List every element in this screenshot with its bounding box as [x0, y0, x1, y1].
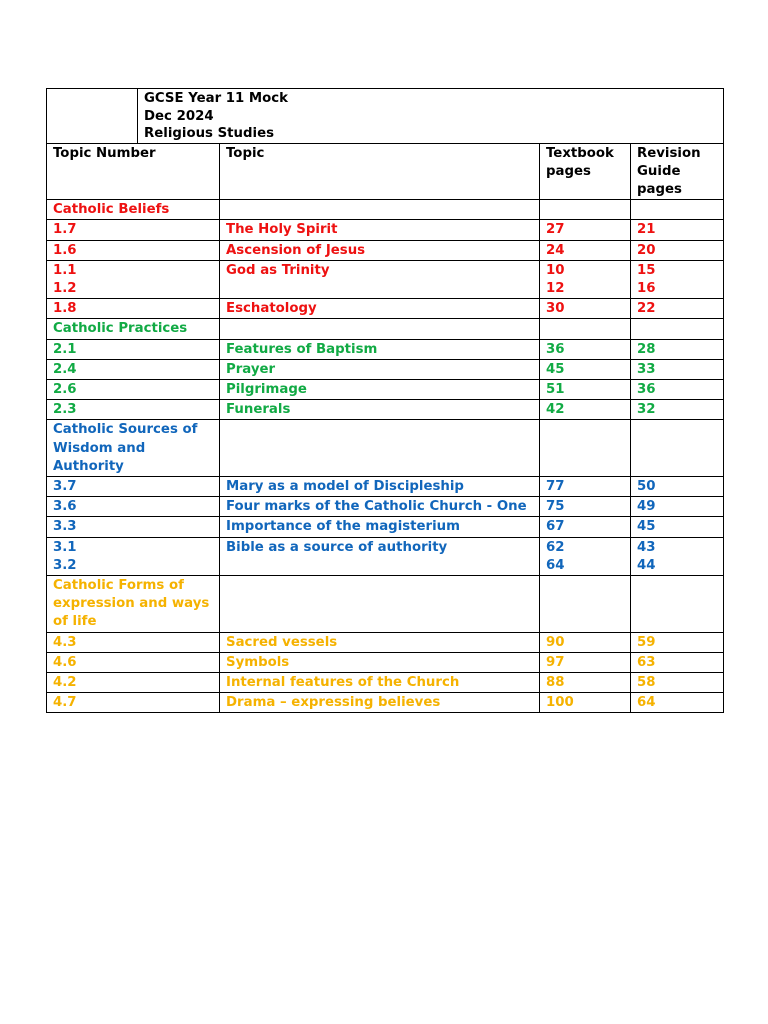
- textbook-pages-cell-line: 45: [546, 361, 565, 377]
- revision-pages-cell-line: 22: [637, 301, 656, 317]
- topic-cell-line: Ascension of Jesus: [226, 242, 366, 258]
- revision-pages-cell: [631, 339, 724, 359]
- section-empty-cell: [540, 319, 631, 339]
- column-header-topic: Topic: [220, 143, 540, 200]
- revision-pages-cell-line: 15: [637, 262, 656, 278]
- column-header-textbook: Textbook pages: [540, 143, 631, 200]
- topic-number-cell: [47, 632, 220, 652]
- table-row: [47, 672, 724, 692]
- topic-cell: [220, 497, 540, 517]
- revision-pages-cell-line: 49: [637, 499, 656, 515]
- column-header-revision: Revision Guide pages: [631, 143, 724, 200]
- topic-cell-line: Prayer: [226, 361, 276, 377]
- textbook-pages-cell-line: 27: [546, 222, 565, 238]
- table-row: [47, 497, 724, 517]
- header-blank-cell: [47, 89, 138, 144]
- revision-pages-cell-line: 43: [637, 539, 656, 555]
- topic-cell-line: Bible as a source of authority: [226, 539, 448, 555]
- revision-pages-cell: [631, 652, 724, 672]
- topic-number-cell-line: 3.3: [53, 519, 77, 535]
- textbook-pages-cell: [540, 260, 631, 298]
- textbook-pages-cell: [540, 672, 631, 692]
- topic-number-cell: [47, 220, 220, 240]
- table-row: [47, 299, 724, 319]
- revision-pages-cell-line: 32: [637, 402, 656, 418]
- section-header-row: [47, 319, 724, 339]
- table-row: [47, 339, 724, 359]
- section-header-row: [47, 200, 724, 220]
- topic-number-cell: [47, 379, 220, 399]
- topic-number-cell-line: 3.7: [53, 478, 77, 494]
- textbook-pages-cell: [540, 537, 631, 575]
- section-empty-cell: [631, 575, 724, 632]
- revision-pages-cell: [631, 379, 724, 399]
- textbook-pages-cell-line: 77: [546, 478, 565, 494]
- section-empty-cell: [540, 200, 631, 220]
- section-title: Catholic Sources of Wisdom and Authority: [47, 420, 220, 477]
- textbook-pages-cell: [540, 632, 631, 652]
- topic-cell: [220, 672, 540, 692]
- section-empty-cell: [220, 200, 540, 220]
- topic-cell-line: Drama – expressing believes: [226, 695, 441, 711]
- topic-number-cell-line: 3.1: [53, 539, 77, 555]
- topic-cell: [220, 693, 540, 713]
- header-title-line: GCSE Year 11 Mock: [144, 91, 289, 106]
- textbook-pages-cell: [540, 339, 631, 359]
- topic-number-cell-line: 1.6: [53, 242, 77, 258]
- textbook-pages-cell-line: 64: [546, 557, 565, 573]
- topic-number-cell-line: 1.1: [53, 262, 77, 278]
- textbook-pages-cell: [540, 220, 631, 240]
- topic-cell-line: Eschatology: [226, 301, 317, 317]
- header-subject-line: Religious Studies: [144, 126, 275, 141]
- topic-cell: [220, 240, 540, 260]
- topic-number-cell: [47, 537, 220, 575]
- section-title: Catholic Forms of expression and ways of life: [47, 575, 220, 632]
- topic-number-cell-line: 2.1: [53, 341, 77, 357]
- topic-cell-line: Funerals: [226, 402, 291, 418]
- table-row: [47, 537, 724, 575]
- section-empty-cell: [540, 420, 631, 477]
- header-title-cell: [138, 89, 724, 144]
- topic-cell-line: Importance of the magisterium: [226, 519, 460, 535]
- revision-pages-cell-line: 20: [637, 242, 656, 258]
- revision-pages-cell: [631, 672, 724, 692]
- textbook-pages-cell: [540, 517, 631, 537]
- revision-pages-cell-line: 16: [637, 280, 656, 296]
- topic-number-cell: [47, 240, 220, 260]
- topic-cell: [220, 379, 540, 399]
- topic-number-cell-line: 1.2: [53, 280, 77, 296]
- textbook-pages-cell-line: 90: [546, 634, 565, 650]
- table-row: [47, 379, 724, 399]
- textbook-pages-cell: [540, 359, 631, 379]
- header-date-line: Dec 2024: [144, 108, 214, 124]
- topic-number-cell: [47, 299, 220, 319]
- topic-number-cell: [47, 497, 220, 517]
- textbook-pages-cell-line: 42: [546, 402, 565, 418]
- revision-pages-cell: [631, 476, 724, 496]
- textbook-pages-cell-line: 10: [546, 262, 565, 278]
- topic-number-cell: [47, 260, 220, 298]
- topic-number-cell: [47, 672, 220, 692]
- document-page: [46, 88, 723, 713]
- textbook-pages-cell-line: 67: [546, 519, 565, 535]
- revision-pages-cell: [631, 400, 724, 420]
- topic-number-cell-line: 4.7: [53, 695, 77, 711]
- section-empty-cell: [631, 200, 724, 220]
- table-row: [47, 260, 724, 298]
- topic-number-cell: [47, 339, 220, 359]
- table-row: [47, 517, 724, 537]
- section-title: Catholic Practices: [47, 319, 220, 339]
- header-row: [47, 89, 724, 144]
- table-row: [47, 693, 724, 713]
- textbook-pages-cell-line: 75: [546, 499, 565, 515]
- section-empty-cell: [631, 420, 724, 477]
- textbook-pages-cell: [540, 652, 631, 672]
- revision-pages-cell: [631, 260, 724, 298]
- topic-cell: [220, 299, 540, 319]
- revision-pages-cell: [631, 632, 724, 652]
- section-header-row: [47, 575, 724, 632]
- revision-pages-cell: [631, 299, 724, 319]
- textbook-pages-cell: [540, 693, 631, 713]
- topic-number-cell: [47, 359, 220, 379]
- topic-number-cell: [47, 652, 220, 672]
- textbook-pages-cell: [540, 240, 631, 260]
- topic-number-cell-line: 4.3: [53, 634, 77, 650]
- textbook-pages-cell-line: 100: [546, 695, 574, 711]
- topic-cell-line: God as Trinity: [226, 262, 330, 278]
- topic-number-cell-line: 4.6: [53, 654, 77, 670]
- topic-cell-line: Pilgrimage: [226, 381, 307, 397]
- revision-pages-cell: [631, 693, 724, 713]
- topics-table: [46, 143, 724, 714]
- revision-pages-cell: [631, 537, 724, 575]
- topic-cell-line: The Holy Spirit: [226, 222, 338, 238]
- revision-pages-cell-line: 45: [637, 519, 656, 535]
- revision-pages-cell-line: 44: [637, 557, 656, 573]
- textbook-pages-cell-line: 51: [546, 381, 565, 397]
- section-empty-cell: [540, 575, 631, 632]
- section-empty-cell: [631, 319, 724, 339]
- revision-pages-cell-line: 59: [637, 634, 656, 650]
- table-row: [47, 652, 724, 672]
- topic-cell-line: Four marks of the Catholic Church - One: [226, 499, 527, 515]
- table-row: [47, 220, 724, 240]
- topic-cell-line: Internal features of the Church: [226, 674, 460, 690]
- textbook-pages-cell: [540, 497, 631, 517]
- revision-pages-cell-line: 63: [637, 654, 656, 670]
- topic-cell: [220, 260, 540, 298]
- textbook-pages-cell: [540, 400, 631, 420]
- textbook-pages-cell-line: 36: [546, 341, 565, 357]
- topic-number-cell-line: 3.6: [53, 499, 77, 515]
- section-empty-cell: [220, 420, 540, 477]
- topic-cell-line: Symbols: [226, 654, 290, 670]
- topic-cell: [220, 517, 540, 537]
- revision-pages-cell-line: 58: [637, 674, 656, 690]
- topic-cell: [220, 359, 540, 379]
- section-title: Catholic Beliefs: [47, 200, 220, 220]
- topic-number-cell-line: 4.2: [53, 674, 77, 690]
- topic-number-cell-line: 2.6: [53, 381, 77, 397]
- topic-number-cell: [47, 693, 220, 713]
- table-row: [47, 359, 724, 379]
- topic-cell: [220, 476, 540, 496]
- revision-pages-cell-line: 50: [637, 478, 656, 494]
- topic-cell: [220, 400, 540, 420]
- topic-cell: [220, 652, 540, 672]
- revision-pages-cell: [631, 240, 724, 260]
- revision-pages-cell: [631, 220, 724, 240]
- topic-number-cell-line: 2.4: [53, 361, 77, 377]
- textbook-pages-cell-line: 12: [546, 280, 565, 296]
- textbook-pages-cell-line: 97: [546, 654, 565, 670]
- section-empty-cell: [220, 319, 540, 339]
- topic-number-cell-line: 1.7: [53, 222, 77, 238]
- table-row: [47, 240, 724, 260]
- section-empty-cell: [220, 575, 540, 632]
- table-row: [47, 476, 724, 496]
- revision-pages-cell: [631, 517, 724, 537]
- topic-number-cell: [47, 400, 220, 420]
- revision-pages-cell-line: 64: [637, 695, 656, 711]
- textbook-pages-cell: [540, 379, 631, 399]
- topic-number-cell-line: 3.2: [53, 557, 77, 573]
- textbook-pages-cell-line: 30: [546, 301, 565, 317]
- revision-pages-cell: [631, 359, 724, 379]
- section-header-row: [47, 420, 724, 477]
- textbook-pages-cell: [540, 299, 631, 319]
- revision-pages-cell-line: 33: [637, 361, 656, 377]
- textbook-pages-cell-line: 88: [546, 674, 565, 690]
- topic-number-cell-line: 2.3: [53, 402, 77, 418]
- topic-cell-line: Mary as a model of Discipleship: [226, 478, 464, 494]
- topic-cell: [220, 537, 540, 575]
- textbook-pages-cell-line: 24: [546, 242, 565, 258]
- revision-pages-cell: [631, 497, 724, 517]
- textbook-pages-cell-line: 62: [546, 539, 565, 555]
- topic-number-cell: [47, 517, 220, 537]
- revision-pages-cell-line: 36: [637, 381, 656, 397]
- topic-cell-line: Sacred vessels: [226, 634, 338, 650]
- table-row: [47, 400, 724, 420]
- table-row: [47, 632, 724, 652]
- header-table: [46, 88, 724, 144]
- topic-cell: [220, 220, 540, 240]
- revision-pages-cell-line: 21: [637, 222, 656, 238]
- topic-cell: [220, 339, 540, 359]
- topic-number-cell-line: 1.8: [53, 301, 77, 317]
- topic-cell: [220, 632, 540, 652]
- column-header-topic-number: Topic Number: [47, 143, 220, 200]
- topic-number-cell: [47, 476, 220, 496]
- textbook-pages-cell: [540, 476, 631, 496]
- revision-pages-cell-line: 28: [637, 341, 656, 357]
- topic-cell-line: Features of Baptism: [226, 341, 378, 357]
- column-header-row: [47, 143, 724, 200]
